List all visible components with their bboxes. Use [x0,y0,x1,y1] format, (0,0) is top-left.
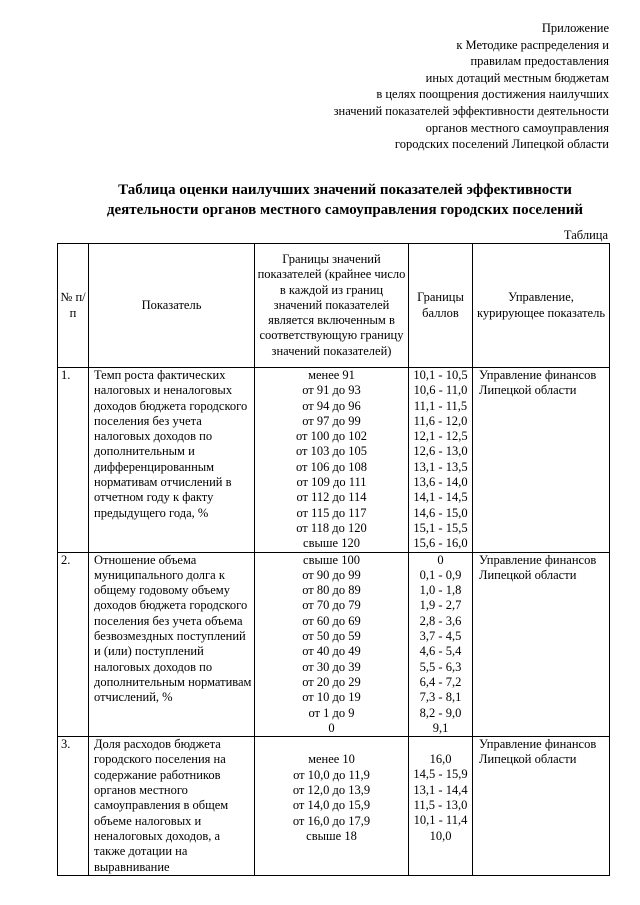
score-value: 1,0 - 1,8 [419,583,462,598]
range-value: от 40 до 49 [302,644,361,659]
range-value: от 94 до 96 [302,398,361,413]
department-cell: Управление финансов Липецкой области [473,552,610,737]
range-value: менее 91 [308,368,355,382]
ranges-cell [255,552,409,737]
range-value: свыше 100 [303,552,360,567]
score-value: 3,7 - 4,5 [419,629,462,644]
score-value: 16,0 [429,752,452,767]
score-value: 0 [437,552,444,567]
row-number: 1. [58,368,89,553]
header-dept: Управление, курирующее показатель [473,244,610,368]
appendix-line: правилам предоставления [470,54,609,69]
range-value: от 90 до 99 [302,567,361,582]
indicator-cell: Отношение объема муниципального долга к общему годовому объему доходов бюджета городского поселения без учета объема безвозмездных поступлений и (или) поступлений налоговых доходов по дополнительным нормативам отчислений, % [89,552,255,737]
range-value: от 115 до 117 [296,505,367,520]
score-value: 11,6 - 12,0 [413,413,468,428]
header-bounds: Границы значений показателей (крайнее число в каждой из границ значений показателей является включенным в соответствующую границу значений показателей) [255,244,409,368]
range-value: от 14,0 до 15,9 [292,798,371,813]
range-value: от 50 до 59 [302,629,361,644]
score-value: 8,2 - 9,0 [419,705,462,720]
score-value: 13,6 - 14,0 [413,475,468,490]
range-value [255,737,408,752]
score-value: 14,5 - 15,9 [413,767,468,782]
range-value: от 97 до 99 [302,413,361,428]
department-cell: Управление финансов Липецкой области [473,368,610,553]
range-value: от 12,0 до 13,9 [292,783,371,798]
range-value: свыше 120 [303,536,360,551]
header-scores: Границы баллов [409,244,473,368]
range-value: от 60 до 69 [302,613,361,628]
score-value: 10,1 - 10,5 [413,368,468,382]
range-value: менее 10 [308,752,355,767]
range-value: от 112 до 114 [296,490,367,505]
evaluation-table [57,243,610,876]
score-value: 12,6 - 13,0 [413,444,468,459]
range-value: от 20 до 29 [302,674,361,689]
ranges-cell [255,737,409,876]
score-value: 7,3 - 8,1 [419,690,462,705]
scores-cell [409,552,473,737]
range-value: от 10 до 19 [302,690,361,705]
header-indicator: Показатель [89,244,255,368]
appendix-line: Приложение [541,21,609,35]
score-value: 11,5 - 13,0 [413,798,468,813]
score-value: 15,6 - 16,0 [413,536,468,551]
appendix-line: органов местного самоуправления [425,120,609,135]
range-value: от 106 до 108 [295,459,368,474]
ranges-cell [255,368,409,553]
department-cell: Управление финансов Липецкой области [473,737,610,876]
score-value: 2,8 - 3,6 [419,613,462,628]
score-value: 9,1 [432,720,449,735]
score-value: 12,1 - 12,5 [413,429,468,444]
score-value: 6,4 - 7,2 [419,674,462,689]
score-value: 5,5 - 6,3 [419,659,462,674]
appendix-line: иных дотаций местным бюджетам [425,70,609,85]
score-value: 1,9 - 2,7 [419,598,462,613]
score-value: 0,1 - 0,9 [419,567,462,582]
range-value: от 91 до 93 [302,383,361,398]
appendix-line: значений показателей эффективности деятельности [333,103,609,118]
scores-cell [409,737,473,876]
range-value: от 10,0 до 11,9 [293,767,370,782]
table-row [58,737,610,876]
score-value: 13,1 - 13,5 [413,459,468,474]
range-value: от 70 до 79 [302,598,361,613]
score-value: 14,6 - 15,0 [413,505,468,520]
title-line: Таблица оценки наилучших значений показателей эффективности [118,182,572,198]
range-value: от 118 до 120 [296,520,367,535]
range-value: от 16,0 до 17,9 [292,813,371,828]
range-value: от 109 до 111 [296,475,367,490]
range-value: 0 [328,720,335,735]
range-value: от 80 до 89 [302,583,361,598]
range-value: свыше 18 [306,828,357,843]
range-value: от 103 до 105 [295,444,368,459]
score-value: 11,1 - 11,5 [413,398,468,413]
header-num: № п/п [58,244,89,368]
appendix-line: городских поселений Липецкой области [394,137,609,152]
range-value: от 30 до 39 [302,659,361,674]
range-value: от 1 до 9 [308,705,355,720]
appendix-line: в целях поощрения достижения наилучших [376,87,609,102]
range-value: от 100 до 102 [295,429,368,444]
table-row [58,552,610,737]
score-value: 14,1 - 14,5 [413,490,468,505]
score-value: 10,1 - 11,4 [413,813,468,828]
row-number: 3. [58,737,89,876]
appendix-block [289,20,609,153]
scores-cell [409,368,473,553]
table-row [58,368,610,553]
appendix-line: к Методике распределения и [456,37,609,52]
score-value: 10,0 [429,828,452,843]
score-value: 15,1 - 15,5 [413,520,468,535]
indicator-cell: Темп роста фактических налоговых и неналоговых доходов бюджета городского поселения без учета налоговых доходов по дополнительным и дифференцированным нормативам отчислений в отчетном году к факту предыдущего года, % [89,368,255,553]
score-value: 13,1 - 14,4 [413,782,468,797]
table-header-row [58,244,610,368]
score-value: 10,6 - 11,0 [413,383,468,398]
score-value: 4,6 - 5,4 [419,644,462,659]
table-label: Таблица [563,228,608,242]
document-title [40,180,640,220]
row-number: 2. [58,552,89,737]
title-line: деятельности органов местного самоуправления городских поселений [106,202,584,218]
indicator-cell: Доля расходов бюджета городского поселения на содержание работников органов местного самоуправления в общем объеме налоговых и неналоговых доходов, а также дотации на выравнивание [89,737,255,876]
